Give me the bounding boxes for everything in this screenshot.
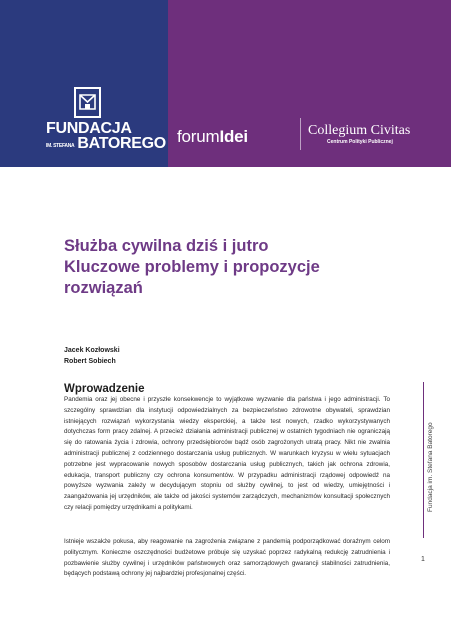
paragraph: Pandemia oraz jej obecne i przyszłe konsekwencje to wyjątkowe wyzwanie dla państwa i jego administracji. To szczególny sprawdzian dla instytucji odpowiedzialnych za bezpieczeństwo zdrowotne obywateli, sprawdzian istniejących rozwiązań wykorzystania wiedzy eksperckiej, a także test nowych, rzadko wykorzystywanych dotychczas form pracy zdalnej. A przecież działania administracji publicznej w ostatnich tygodniach nie ograniczają się do ratowania życia i zdrowia, ochrony przedsiębiorców bądź osób zagrożonych utratą pracy. Nikt nie zwalnia administracji publicznej z codziennego dostarczania usług publicznych. W warunkach kryzysu w wielu sytuacjach potrzebne jest wypracowanie nowych sposobów dostarczania usług publicznych, takich jak ochrona zdrowia, edukacja, transport publiczny czy ochrona konsumentów. W przypadku administracji rządowej odpowiedź na powyższe wyzwania zależy w decydującym stopniu od służby cywilnej, to jest od wiedzy, umiejętności i zaangażowania jej urzędników, ale także od jakości systemów zarządczych, mechanizmów konsultacji społecznych czy relacji pomiędzy urzędnikami a politykami. [64,396,390,511]
forum-logo-part2: Idei [219,127,248,146]
sidebar-rule [423,382,424,538]
foundation-name-small: IM. STEFANA [46,143,75,149]
foundation-logo-icon [74,87,101,118]
authors [64,345,120,367]
sidebar-vertical-text: Fundacja im. Stefana Batorego [427,422,434,512]
collegium-subtitle: Centrum Polityki Publicznej [327,139,393,145]
title-line2: Kluczowe problemy i propozycje [64,258,320,276]
title-line3: rozwiązań [64,279,143,297]
page-number: 1 [421,556,425,563]
author-name: Robert Sobiech [64,358,116,365]
title-line1: Służba cywilna dziś i jutro [64,237,269,255]
author-name: Jacek Kozłowski [64,347,120,354]
foundation-name-line1: FUNDACJA [46,120,132,137]
paragraph: Istnieje wszakże pokusa, aby reagowanie na zagrożenia związane z pandemią podporządkować doraźnym celom politycznym. Konieczne oszczędności budżetowe próbuje się uzyskać poprzez radykalną redukcję zatrudnienia i pozbawienie służby cywilnej i urzędników państwowych oraz samorządowych gwarancji stabilności zatrudnienia, będących podstawą ochrony jej najbardziej profesjonalnej części. [64,538,390,578]
forum-idei-logo [177,127,248,147]
document-title [64,236,364,299]
section-heading: Wprowadzenie [64,383,145,395]
collegium-civitas-logo: Collegium Civitas [308,123,411,138]
logo-divider [300,118,301,150]
foundation-name-line2: BATOREGO [77,135,166,152]
forum-logo-part1: forum [177,127,220,146]
batory-foundation-panel [0,0,168,167]
foundation-logo-text [46,121,166,151]
